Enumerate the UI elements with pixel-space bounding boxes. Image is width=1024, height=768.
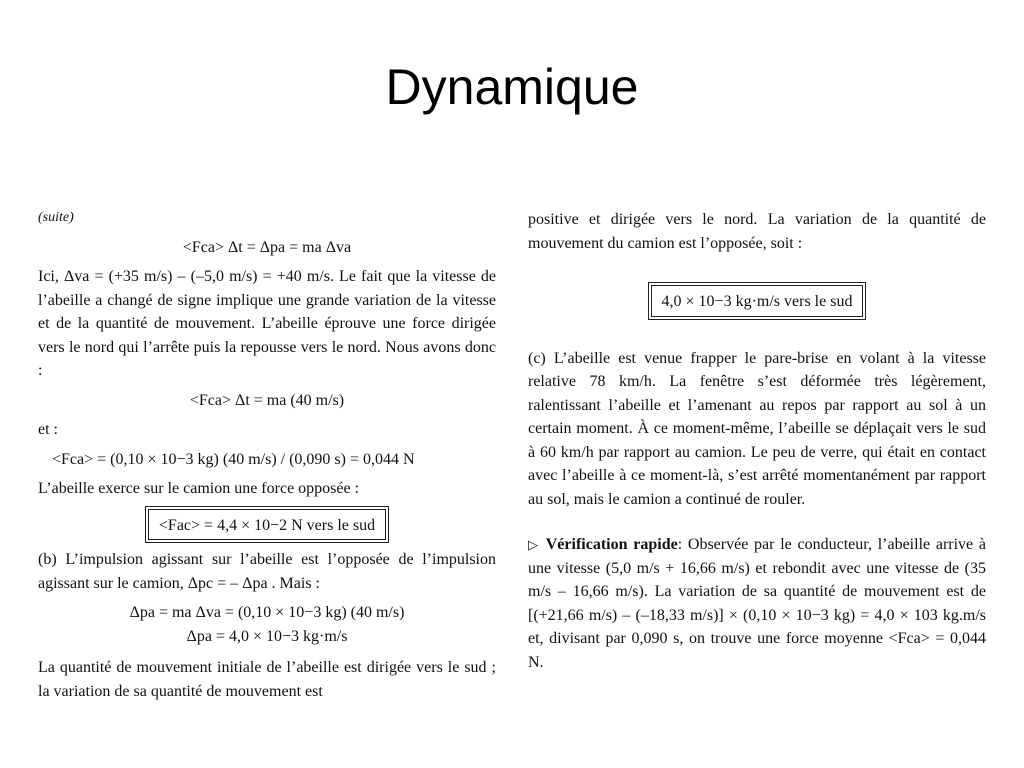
et-label: et :	[38, 421, 58, 438]
verification-text: : Observée par le conducteur, l’abeille arrive à une vitesse (5,0 m/s + 16,66 m/s) et rebondit avec une vitesse de (35 m/s – 16,66 m/s). La variation de sa quantité de mouvement est de [(+21,66 m/s) – (–18,33 m/s)] × (0,10 × 10−3 kg) = 4,0 × 103 kg.m/s et, divisant par 0,090 s, on trouve une force moyenne <Fca> = 0,044 N.	[528, 536, 987, 671]
paragraph-opposite-force: L’abeille exerce sur le camion une force opposée :	[38, 480, 360, 497]
paragraph-part-b: (b) L’impulsion agissant sur l’abeille est l’opposée de l’impulsion agissant sur le camion, Δpc = – Δpa . Mais :	[38, 551, 496, 592]
suite-label: (suite)	[38, 210, 74, 225]
paragraph-part-c: (c) L’abeille est venue frapper le pare-brise en volant à la vitesse relative 78 km/h. La fenêtre s’est déformée très légèrement, ralentissant l’abeille et l’amenant au repos par rapport au sol à un certain moment. À ce moment-même, l’abeille se déplaçait vers le sud à 60 km/h par rapport au camion. Le peu de verre, qui était en contact avec l’abeille à ce moment-là, s’est arrêté momentanément par rapport au sol, mais le camion a continué de rouler.	[528, 349, 986, 508]
paragraph-initial-momentum: La quantité de mouvement initiale de l’abeille est dirigée vers le sud ; la variation de sa quantité de mouvement est	[38, 659, 496, 700]
boxed-result-momentum-wrap	[528, 285, 986, 317]
equation-momentum-result: Δpa = 4,0 × 10−3 kg·m/s	[186, 627, 348, 645]
left-column	[38, 206, 496, 703]
paragraph-continuation: positive et dirigée vers le nord. La variation de la quantité de mouvement du camion est l’opposée, soit :	[528, 211, 986, 252]
right-column	[528, 208, 986, 674]
slide-title: Dynamique	[385, 59, 639, 115]
paragraph-velocity-change: Ici, Δva = (+35 m/s) – (–5,0 m/s) = +40 m/s. Le fait que la vitesse de l’abeille a changé de signe implique une grande variation de la vitesse et de la quantité de mouvement. L’abeille éprouve une force dirigée vers le nord qui l’arrête puis la repousse vers le nord. Nous avons donc :	[38, 268, 496, 379]
boxed-result-force-wrap	[38, 509, 496, 541]
equation-average-force: <Fca> = (0,10 × 10−3 kg) (40 m/s) / (0,090 s) = 0,044 N	[52, 450, 415, 468]
equation-force-time: <Fca> Δt = ma (40 m/s)	[189, 391, 345, 409]
triangle-arrow-icon: ▷	[528, 537, 540, 552]
equation-impulse: <Fca> Δt = Δpa = ma Δva	[182, 238, 352, 256]
boxed-result-momentum: 4,0 × 10−3 kg·m/s vers le sud	[651, 285, 864, 317]
equation-momentum-change: Δpa = ma Δva = (0,10 × 10−3 kg) (40 m/s)	[129, 604, 405, 621]
verification-label: Vérification rapide	[545, 536, 678, 553]
paragraph-verification	[528, 533, 986, 674]
boxed-result-force: <Fac> = 4,4 × 10−2 N vers le sud	[148, 509, 386, 541]
